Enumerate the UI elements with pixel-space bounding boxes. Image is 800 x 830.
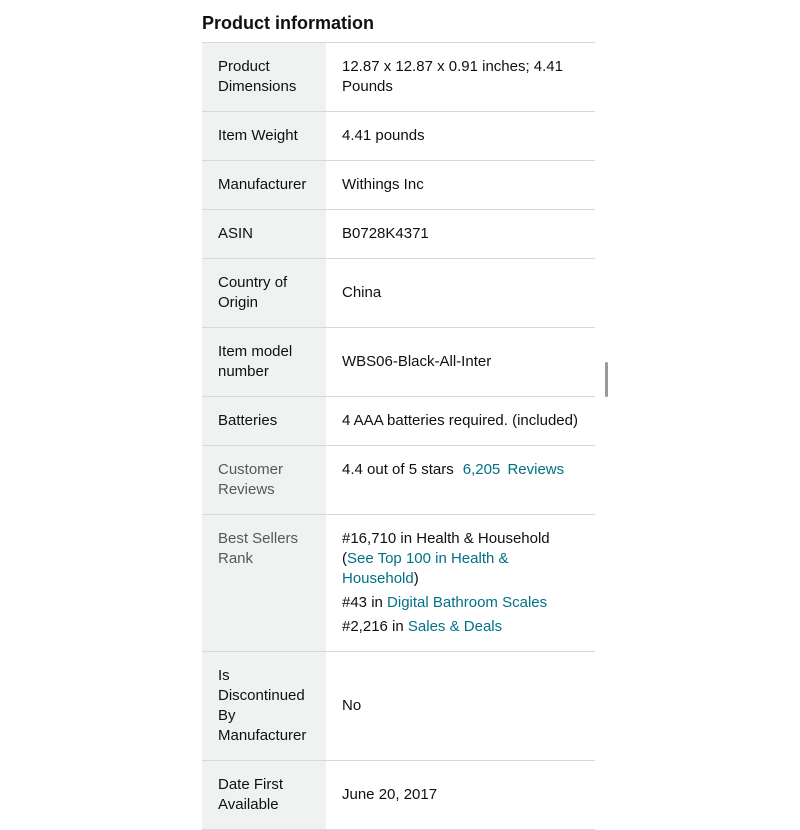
value-item-weight: 4.41 pounds [342, 127, 425, 144]
rank-1-close-paren: ) [413, 570, 419, 587]
rank-block [342, 529, 583, 637]
rank-1-open-paren: ( [342, 550, 347, 567]
value-product-dimensions: 12.87 x 12.87 x 0.91 inches; 4.41 Pounds [342, 58, 563, 95]
reviews-suffix: Reviews [507, 461, 565, 478]
digital-bathroom-scales-link[interactable]: Digital Bathroom Scales [387, 594, 548, 611]
label-date-first-available: Date First Available [202, 761, 326, 829]
reviews-count: 6,205 [462, 461, 501, 478]
row-asin [202, 210, 595, 259]
value-item-model-number: WBS06-Black-All-Inter [342, 353, 492, 370]
rank-2-text: #43 in [342, 594, 383, 611]
row-is-discontinued [202, 652, 595, 761]
scrollbar-thumb[interactable] [605, 362, 608, 397]
row-customer-reviews [202, 446, 595, 515]
sales-and-deals-link[interactable]: Sales & Deals [407, 618, 503, 635]
row-batteries [202, 397, 595, 446]
value-country-of-origin: China [342, 284, 382, 301]
rank-line-2 [342, 593, 583, 613]
rating-text: 4.4 out of 5 stars [342, 461, 454, 478]
row-item-weight [202, 112, 595, 161]
label-manufacturer: Manufacturer [202, 161, 326, 209]
product-info-table [202, 42, 595, 830]
see-top-100-link[interactable]: See Top 100 in Health & Household [342, 550, 509, 587]
row-best-sellers-rank [202, 515, 595, 652]
value-batteries: 4 AAA batteries required. (included) [342, 412, 578, 429]
rank-line-1 [342, 529, 583, 589]
label-batteries: Batteries [202, 397, 326, 445]
value-is-discontinued: No [342, 697, 362, 714]
value-best-sellers-rank [326, 515, 595, 651]
row-manufacturer [202, 161, 595, 210]
label-best-sellers-rank: Best Sellers Rank [202, 515, 326, 651]
value-date-first-available: June 20, 2017 [342, 786, 438, 803]
label-asin: ASIN [202, 210, 326, 258]
label-is-discontinued: Is Discontinued By Manufacturer [202, 652, 326, 760]
label-item-weight: Item Weight [202, 112, 326, 160]
reviews-link[interactable] [463, 460, 564, 480]
rank-1-text: #16,710 in Health & Household [342, 530, 550, 547]
value-customer-reviews [326, 446, 595, 514]
row-country-of-origin [202, 259, 595, 328]
row-date-first-available [202, 761, 595, 830]
section-title: Product information [202, 13, 374, 33]
label-item-model-number: Item model number [202, 328, 326, 396]
label-country-of-origin: Country of Origin [202, 259, 326, 327]
value-manufacturer: Withings Inc [342, 176, 424, 193]
label-product-dimensions: Product Dimensions [202, 43, 326, 111]
label-customer-reviews: Customer Reviews [202, 446, 326, 514]
row-item-model-number [202, 328, 595, 397]
rank-3-text: #2,216 in [342, 618, 404, 635]
row-product-dimensions [202, 43, 595, 112]
value-asin: B0728K4371 [342, 225, 429, 242]
rank-line-3 [342, 617, 583, 637]
